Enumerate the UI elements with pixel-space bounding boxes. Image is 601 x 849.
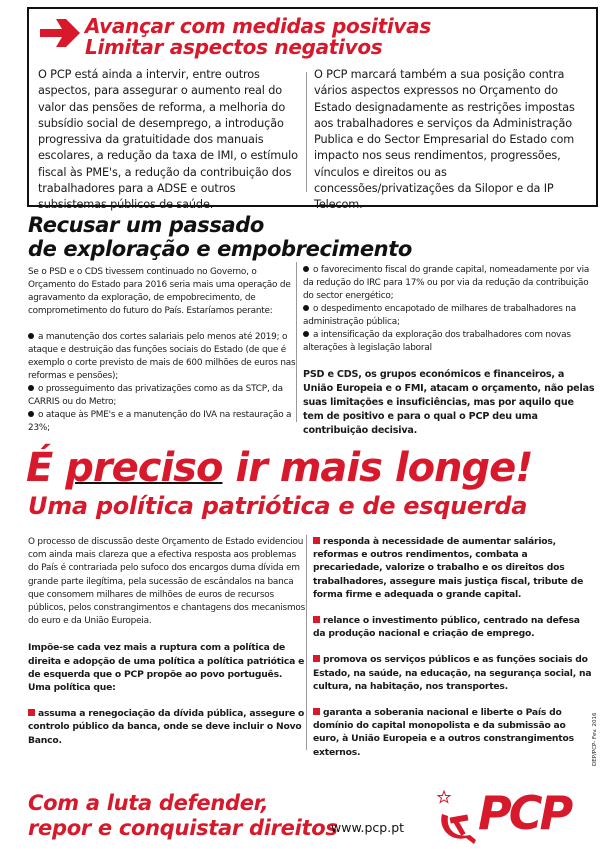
list-item bbox=[303, 303, 595, 329]
section3-right bbox=[313, 535, 593, 759]
bullet-dot-icon bbox=[28, 411, 34, 417]
section2-right bbox=[303, 264, 595, 438]
item-text: promova os serviços públicos e as funções sociais do Estado, na saúde, na educação, na segurança social, na cultura, na habitação, nos transportes. bbox=[313, 654, 592, 692]
section2-title-line2: de exploração e empobrecimento bbox=[28, 237, 412, 261]
bullet-text: o prosseguimento das privatizações como as da STCP, da CARRIS ou do Metro; bbox=[28, 384, 283, 407]
main-headline bbox=[26, 446, 533, 490]
item-text: relance o investimento público, centrado na defesa da produção nacional e criação de emprego. bbox=[313, 615, 580, 640]
bullet-text: o favorecimento fiscal do grande capital, nomeadamente por via da redução do IRC para 17% ou por via da redução da contribuição do sector energético; bbox=[303, 265, 590, 301]
headline-text: É bbox=[26, 445, 66, 491]
box-right-text: O PCP marcará também a sua posição contra vários aspectos expressos no Orçamento do Estado designadamente as restrições impostas aos trabalhadores e serviços da Administração Publica e do Sector Empresarial do Estado com impacto nos seus rendimentos, progressões, vínculos e direitos ou as concessões/privatizações da Silopor e da IP Telecom. bbox=[314, 68, 575, 212]
item-text: garanta a soberania nacional e liberte o País do domínio do capital monopolista e da submissão ao euro, à União Europeia e a outros constrangimentos externos. bbox=[313, 707, 574, 758]
list-item bbox=[313, 706, 593, 759]
bullet-text: a manutenção dos cortes salariais pelo menos até 2019; o ataque e destruição das funções sociais do Estado (de que é exemplo o corte previsto de mais de 600 milhões de euros nas reformas e pensões); bbox=[28, 332, 296, 381]
list-item bbox=[28, 331, 296, 383]
list-item bbox=[28, 383, 296, 409]
section3-bold: Impõe-se cada vez mais a ruptura com a política de direita e adopção de uma política a política patriótica e de esquerda que o PCP propõe ao povo português. Uma política que: bbox=[28, 642, 305, 694]
bullet-dot-icon bbox=[28, 333, 34, 339]
column-divider bbox=[296, 262, 297, 422]
box-title bbox=[85, 16, 431, 58]
headline-subtitle: Uma política patriótica e de esquerda bbox=[28, 492, 528, 520]
item-text: responda à necessidade de aumentar salários, reformas e outros rendimentos, combata a precariedade, valorize o trabalho e os direitos dos trabalhadores, assegure mais justiça fiscal, tribute de forma firme e adequada o grande capital. bbox=[313, 536, 584, 600]
imprint: DEP/PCP- Fev. 2016 bbox=[592, 712, 598, 766]
bullet-dot-icon bbox=[303, 305, 309, 311]
red-square-bullet-icon bbox=[313, 537, 320, 544]
section2-title-line1: Recusar um passado bbox=[28, 213, 264, 237]
box-left-text: O PCP está ainda a intervir, entre outros aspectos, para assegurar o aumento real do valor das pensões de reforma, a melhoria do subsídio social de desemprego, a introdução progressiva da gratuitidade dos manuais escolares, a redução da taxa de IMI, o estímulo fiscal às PME's, a redução da contribuição dos trabalhadores para a ADSE e outros subsistemas públicos de saúde. bbox=[38, 68, 298, 212]
column-divider bbox=[306, 535, 307, 750]
list-item bbox=[303, 329, 595, 355]
red-square-bullet-icon bbox=[313, 655, 320, 662]
bullet-text: a intensificação da exploração dos trabalhadores com novas alterações à legislação laboral bbox=[303, 330, 571, 353]
list-item bbox=[313, 614, 593, 640]
red-square-bullet-icon bbox=[313, 616, 320, 623]
bullet-dot-icon bbox=[303, 331, 309, 337]
bullet-dot-icon bbox=[303, 266, 309, 272]
list-item bbox=[28, 707, 306, 747]
headline-text: ir mais longe! bbox=[222, 445, 533, 491]
section2-left bbox=[28, 266, 296, 435]
section2-intro: Se o PSD e o CDS tivessem continuado no Governo, o Orçamento do Estado para 2016 seria mais uma operação de agravamento da exploração, de empobrecimento, de comprometimento do futuro do País. Estaríamos perante: bbox=[28, 267, 291, 316]
bullet-text: o despedimento encapotado de milhares de trabalhadores na administração pública; bbox=[303, 304, 576, 327]
box-title-line2: Limitar aspectos negativos bbox=[85, 35, 383, 59]
column-divider bbox=[306, 72, 307, 192]
red-square-bullet-icon bbox=[313, 708, 320, 715]
list-item bbox=[303, 264, 595, 303]
bullet-dot-icon bbox=[28, 385, 34, 391]
footer-slogan bbox=[28, 791, 338, 841]
section2-title bbox=[28, 213, 412, 261]
pcp-logo: PCP bbox=[478, 786, 571, 840]
list-item bbox=[28, 409, 296, 435]
website-link[interactable]: www.pcp.pt bbox=[331, 820, 405, 835]
hammer-sickle-star-icon bbox=[436, 790, 480, 845]
arrow-right-icon bbox=[40, 19, 80, 47]
item-text: assuma a renegociação da dívida pública, assegure o controlo público da banca, onde se deve incluir o Novo Banco. bbox=[28, 708, 305, 746]
slogan-line2: repor e conquistar direitos bbox=[28, 816, 338, 840]
slogan-line1: Com a luta defender, bbox=[28, 791, 269, 815]
section3-left bbox=[28, 536, 306, 747]
headline-underlined: preciso bbox=[65, 445, 223, 491]
section3-intro: O processo de discussão deste Orçamento de Estado evidenciou com ainda mais clareza que a efectiva resposta aos problemas do País é contrariada pelo sufoco dos encargos duma dívida em grande parte ilegítima, pela sucessão de escândalos na banca que consomem milhares de milhões de euros de recursos públicos, pelos constrangimentos e chantagens dos mecanismos do euro e da União Europeia. bbox=[28, 537, 306, 627]
section2-conclusion: PSD e CDS, os grupos económicos e financeiros, a União Europeia e o FMI, atacam o orçamento, não pelas suas limitações e insuficiências, mas por aquilo que tem de positivo e para o qual o PCP deu uma contribuição decisiva. bbox=[303, 369, 595, 436]
bullet-text: o ataque às PME's e a manutenção do IVA na restauração a 23%; bbox=[28, 410, 292, 433]
box-title-line1: Avançar com medidas positivas bbox=[85, 14, 431, 38]
list-item bbox=[313, 653, 593, 693]
red-square-bullet-icon bbox=[28, 709, 35, 716]
list-item bbox=[313, 535, 593, 601]
